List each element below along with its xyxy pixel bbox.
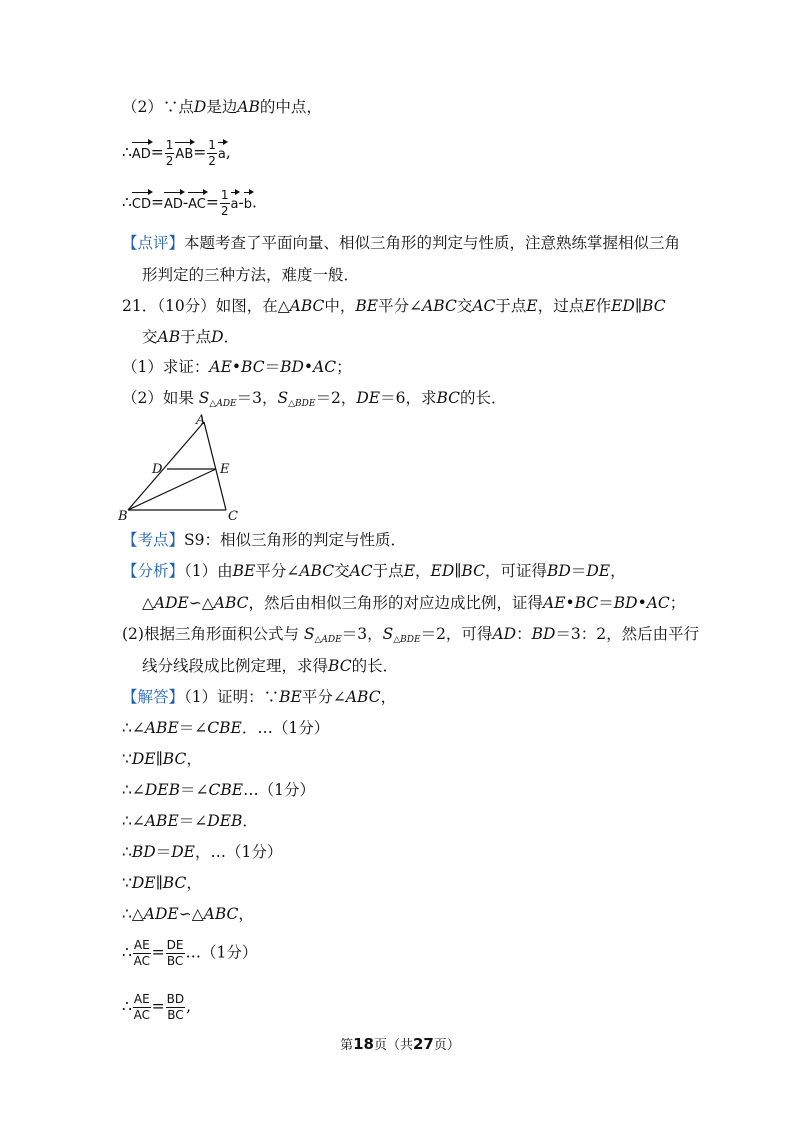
jieda-step6: ∵DE∥BC， — [122, 874, 202, 892]
jieda-step8: ∴ $\frac{AE}{AC}$ = $\frac{DE}{BC}$ …（1分） — [122, 938, 258, 968]
triangle-figure — [116, 412, 246, 524]
fenxi-line1: 【分析】（1）由BE平分∠ABC交AC于点E，ED∥BC，可证得BD＝DE， — [122, 562, 626, 580]
vector-cd: CD — [132, 190, 151, 216]
q21-line1: 21．（10分）如图，在△ABC中，BE平分∠ABC交AC于点E，过点E作ED∥BC — [122, 297, 666, 315]
q21-part2: （2）如果 $S_{\triangle ADE}=3$，$S_{\triangle BDE}=2$，DE＝6，求BC的长． — [122, 389, 507, 409]
fraction-half: $\frac{1}{2}$ — [220, 188, 229, 218]
label-b: B — [118, 509, 128, 524]
kaodian-line: 【考点】S9：相似三角形的判定与性质． — [122, 531, 406, 549]
jieda-line1: 【解答】（1）证明：∵BE平分∠ABC， — [122, 688, 397, 706]
review-line1: 【点评】本题考查了平面向量、相似三角形的判定与性质，注意熟练掌握相似三角 — [122, 234, 681, 252]
page-footer: 第18页（共27页） — [340, 1035, 460, 1053]
vector-ab: AB — [175, 140, 193, 166]
q21-line2: 交AB于点D． — [142, 328, 240, 346]
segment-be — [128, 469, 216, 510]
part2-line2: ∴AD= $\frac{1}{2}$ AB= $\frac{1}{2}$ a, — [122, 138, 231, 168]
vector-ad: AD — [132, 140, 151, 166]
vector-b: b — [244, 190, 252, 216]
fenxi-tag: 【分析】 — [122, 562, 185, 580]
label-d: D — [152, 462, 163, 477]
total-pages: 27 — [413, 1035, 434, 1053]
jieda-step9: ∴ $\frac{AE}{AC}$ = $\frac{BD}{BC}$ , — [122, 992, 192, 1022]
jieda-step3: ∴∠DEB＝∠CBE…（1分） — [122, 781, 315, 799]
jieda-step5: ∴BD＝DE，…（1分） — [122, 843, 283, 861]
vector-ad: AD — [164, 190, 183, 216]
jieda-step7: ∴△ADE∽△ABC， — [122, 905, 254, 923]
fraction-half: $\frac{1}{2}$ — [165, 138, 174, 168]
fenxi-line3: (2)根据三角形面积公式与 $S_{\triangle ADE}=3$，$S_{\triangle BDE}=2$，可得AD：BD＝3：2，然后由平行 — [122, 625, 700, 645]
vector-a: a — [218, 140, 226, 166]
kaodian-tag: 【考点】 — [122, 531, 185, 549]
vector-ac: AC — [188, 190, 206, 216]
page-number: 18 — [353, 1035, 374, 1053]
vector-a: a — [231, 190, 239, 216]
jieda-tag: 【解答】 — [122, 688, 185, 706]
fraction-bd-bc: $\frac{BD}{BC}$ — [166, 992, 185, 1022]
jieda-step2: ∵DE∥BC， — [122, 750, 202, 768]
segment-ab — [128, 422, 204, 510]
jieda-step1: ∴∠ABE＝∠CBE．…（1分） — [122, 719, 330, 737]
label-a: A — [196, 413, 206, 428]
label-e: E — [220, 462, 230, 477]
part2-line1: （2）∵点D是边AB的中点， — [122, 98, 322, 116]
fenxi-line2: △ADE∽△ABC，然后由相似三角形的对应边成比例，证得AE•BC＝BD•AC； — [142, 594, 686, 612]
q21-part1: （1）求证：AE•BC＝BD•AC； — [122, 358, 352, 376]
fenxi-line4: 线分线段成比例定理，求得BC的长． — [142, 657, 399, 675]
label-c: C — [228, 509, 238, 524]
review-tag: 【点评】 — [122, 234, 185, 252]
fraction-ae-ac: $\frac{AE}{AC}$ — [133, 992, 150, 1022]
fraction-ae-ac: $\frac{AE}{AC}$ — [133, 938, 150, 968]
fraction-half: $\frac{1}{2}$ — [208, 138, 216, 168]
review-line2: 形判定的三种方法，难度一般． — [142, 266, 360, 284]
part2-line3: ∴CD=AD-AC= $\frac{1}{2}$ a-b. — [122, 188, 257, 218]
fraction-de-bc: $\frac{DE}{BC}$ — [166, 938, 184, 968]
jieda-step4: ∴∠ABE＝∠DEB． — [122, 812, 258, 830]
